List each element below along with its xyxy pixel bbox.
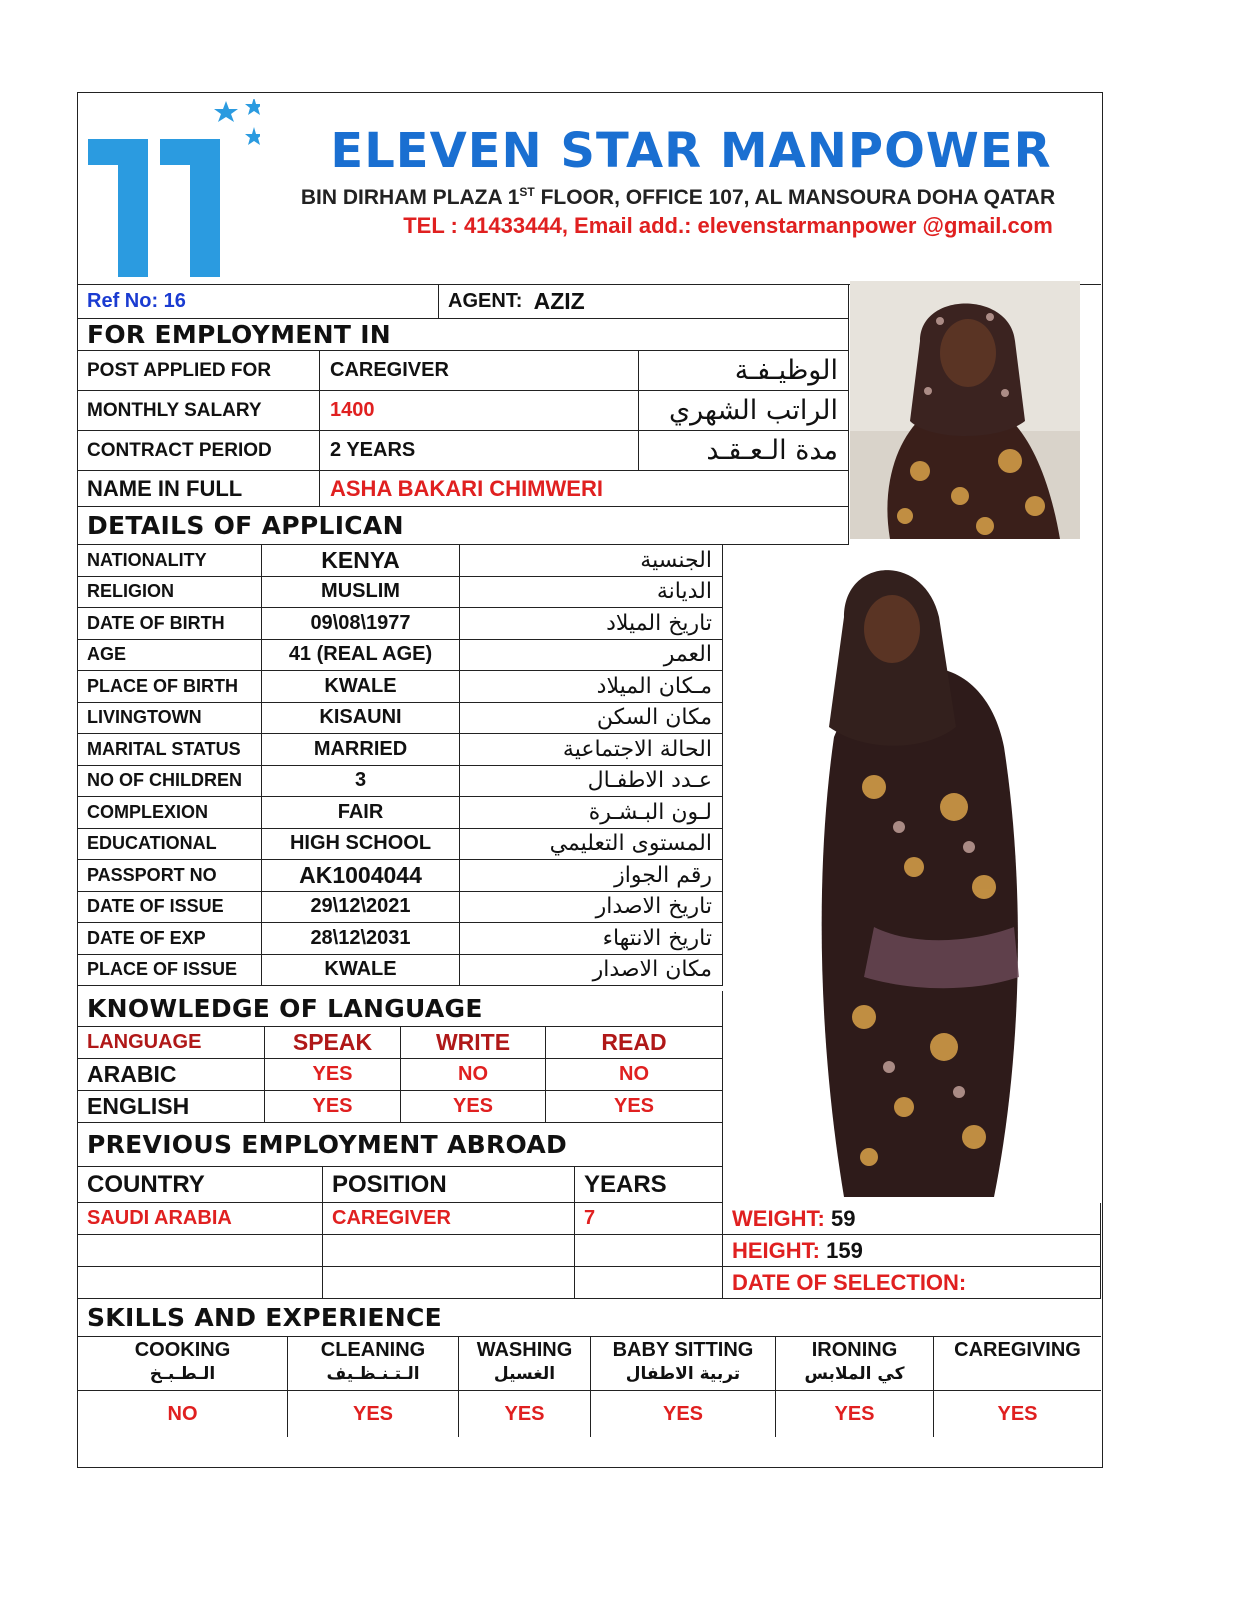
skill-name: CLEANING <box>320 1339 426 1361</box>
detail-value: 41 (REAL AGE) <box>262 640 460 672</box>
detail-arabic-label: تاريخ الميلاد <box>460 608 723 640</box>
company-contact: TEL : 41433444, Email add.: elevenstarmanpower @gmail.com <box>403 213 1053 238</box>
ref-number: Ref No: 16 <box>78 285 439 319</box>
detail-arabic-label: العمر <box>460 640 723 672</box>
employment-section-title: FOR EMPLOYMENT IN <box>78 319 849 351</box>
detail-arabic-label: الديانة <box>460 577 723 609</box>
previous-position: CAREGIVER <box>323 1203 575 1235</box>
skill-header <box>78 1337 288 1391</box>
detail-label: AGE <box>78 640 262 672</box>
skill-value: YES <box>997 1402 1038 1425</box>
previous-years: 7 <box>575 1203 723 1235</box>
language-name: ARABIC <box>78 1059 265 1091</box>
skill-name: WASHING <box>476 1339 573 1361</box>
detail-arabic-label: لـون البـشـرة <box>460 797 723 829</box>
application-form <box>77 92 1103 1468</box>
previous-years <box>575 1235 723 1267</box>
detail-arabic-label: تاريخ الانتهاء <box>460 923 723 955</box>
company-name: ELEVEN STAR MANPOWER <box>330 123 1052 179</box>
detail-label: RELIGION <box>78 577 262 609</box>
employment-value: CAREGIVER <box>320 351 639 391</box>
skill-arabic-name: كي الملابس <box>804 1364 905 1384</box>
detail-arabic-label: الجنسية <box>460 545 723 577</box>
language-header: WRITE <box>401 1027 546 1059</box>
detail-arabic-label: عـدد الاطفـال <box>460 766 723 798</box>
detail-value: KWALE <box>262 671 460 703</box>
detail-value: FAIR <box>262 797 460 829</box>
employment-value: 1400 <box>320 391 639 431</box>
company-address: BIN DIRHAM PLAZA 1ST FLOOR, OFFICE 107, AL MANSOURA DOHA QATAR <box>300 185 1056 209</box>
employment-arabic-label: الوظيـفـة <box>639 351 849 391</box>
employment-arabic-label: الراتب الشهري <box>639 391 849 431</box>
detail-value: MARRIED <box>262 734 460 766</box>
skill-header <box>591 1337 776 1391</box>
detail-label: LIVINGTOWN <box>78 703 262 735</box>
previous-country: SAUDI ARABIA <box>78 1203 323 1235</box>
detail-label: COMPLEXION <box>78 797 262 829</box>
skill-value: YES <box>459 1391 591 1437</box>
detail-label: DATE OF BIRTH <box>78 608 262 640</box>
detail-value: 3 <box>262 766 460 798</box>
detail-arabic-label: المستوى التعليمي <box>460 829 723 861</box>
employment-value: 2 YEARS <box>320 431 639 471</box>
language-section-title: KNOWLEDGE OF LANGUAGE <box>78 991 723 1027</box>
language-header: LANGUAGE <box>78 1027 265 1059</box>
detail-value: 28\12\2031 <box>262 923 460 955</box>
detail-arabic-label: تاريخ الاصدار <box>460 892 723 924</box>
detail-value: KWALE <box>262 955 460 987</box>
detail-value: AK1004044 <box>262 860 460 892</box>
skill-header <box>459 1337 591 1391</box>
weight: WEIGHT: 59 <box>723 1203 1101 1235</box>
employment-label: POST APPLIED FOR <box>78 351 320 391</box>
detail-label: NO OF CHILDREN <box>78 766 262 798</box>
detail-value: KISAUNI <box>262 703 460 735</box>
details-section-title: DETAILS OF APPLICAN <box>78 507 849 545</box>
language-header: READ <box>546 1027 723 1059</box>
skill-arabic-name: الـطـبـخ <box>149 1364 216 1384</box>
detail-arabic-label: مكان الاصدار <box>460 955 723 987</box>
company-logo <box>88 99 260 279</box>
detail-value: MUSLIM <box>262 577 460 609</box>
language-write: YES <box>401 1091 546 1123</box>
height: HEIGHT: 159 <box>723 1235 1101 1267</box>
skill-name: IRONING <box>811 1339 898 1361</box>
detail-label: MARITAL STATUS <box>78 734 262 766</box>
detail-label: NATIONALITY <box>78 545 262 577</box>
skill-value: NO <box>78 1391 288 1437</box>
skills-section-title: SKILLS AND EXPERIENCE <box>78 1299 1101 1337</box>
language-speak: YES <box>265 1091 401 1123</box>
employment-label: MONTHLY SALARY <box>78 391 320 431</box>
skill-name: COOKING <box>134 1339 231 1361</box>
applicant-portrait-photo <box>850 281 1080 539</box>
detail-label: DATE OF ISSUE <box>78 892 262 924</box>
name-label: NAME IN FULL <box>78 471 320 507</box>
date-of-selection: DATE OF SELECTION: <box>723 1267 1101 1299</box>
detail-label: PASSPORT NO <box>78 860 262 892</box>
applicant-full-length-photo <box>724 547 1100 1199</box>
skill-arabic-name: تربية الاطفال <box>625 1364 741 1384</box>
detail-arabic-label: مكان السكن <box>460 703 723 735</box>
previous-years <box>575 1267 723 1299</box>
skill-value: YES <box>288 1391 459 1437</box>
detail-label: PLACE OF BIRTH <box>78 671 262 703</box>
detail-value: 29\12\2021 <box>262 892 460 924</box>
skill-arabic-name: الغسيل <box>493 1364 556 1384</box>
detail-value: KENYA <box>262 545 460 577</box>
skill-name: CAREGIVING <box>954 1339 1081 1361</box>
language-read: YES <box>546 1091 723 1123</box>
agent: AGENT: AZIZ <box>439 285 849 319</box>
skill-header <box>934 1337 1101 1391</box>
previous-header: POSITION <box>323 1167 575 1203</box>
skill-value: YES <box>591 1391 776 1437</box>
employment-label: CONTRACT PERIOD <box>78 431 320 471</box>
language-name: ENGLISH <box>78 1091 265 1123</box>
detail-value: 09\08\1977 <box>262 608 460 640</box>
skill-header <box>288 1337 459 1391</box>
detail-label: DATE OF EXP <box>78 923 262 955</box>
employment-arabic-label: مدة الـعـقـد <box>639 431 849 471</box>
skill-name: BABY SITTING <box>612 1339 754 1361</box>
skill-header <box>776 1337 934 1391</box>
language-speak: YES <box>265 1059 401 1091</box>
previous-header: YEARS <box>575 1167 723 1203</box>
language-read: NO <box>546 1059 723 1091</box>
previous-country <box>78 1267 323 1299</box>
language-header: SPEAK <box>265 1027 401 1059</box>
skill-arabic-name: الـتـنـظـيف <box>326 1364 420 1384</box>
detail-label: EDUCATIONAL <box>78 829 262 861</box>
skill-value: YES <box>776 1391 934 1437</box>
detail-label: PLACE OF ISSUE <box>78 955 262 987</box>
detail-value: HIGH SCHOOL <box>262 829 460 861</box>
previous-country <box>78 1235 323 1267</box>
previous-position <box>323 1235 575 1267</box>
form-header <box>78 93 1101 285</box>
previous-position <box>323 1267 575 1299</box>
language-write: NO <box>401 1059 546 1091</box>
detail-arabic-label: الحالة الاجتماعية <box>460 734 723 766</box>
name-value: ASHA BAKARI CHIMWERI <box>320 471 849 507</box>
detail-arabic-label: رقم الجواز <box>460 860 723 892</box>
previous-employment-section-title: PREVIOUS EMPLOYMENT ABROAD <box>78 1123 723 1167</box>
detail-arabic-label: مـكان الميلاد <box>460 671 723 703</box>
previous-header: COUNTRY <box>78 1167 323 1203</box>
